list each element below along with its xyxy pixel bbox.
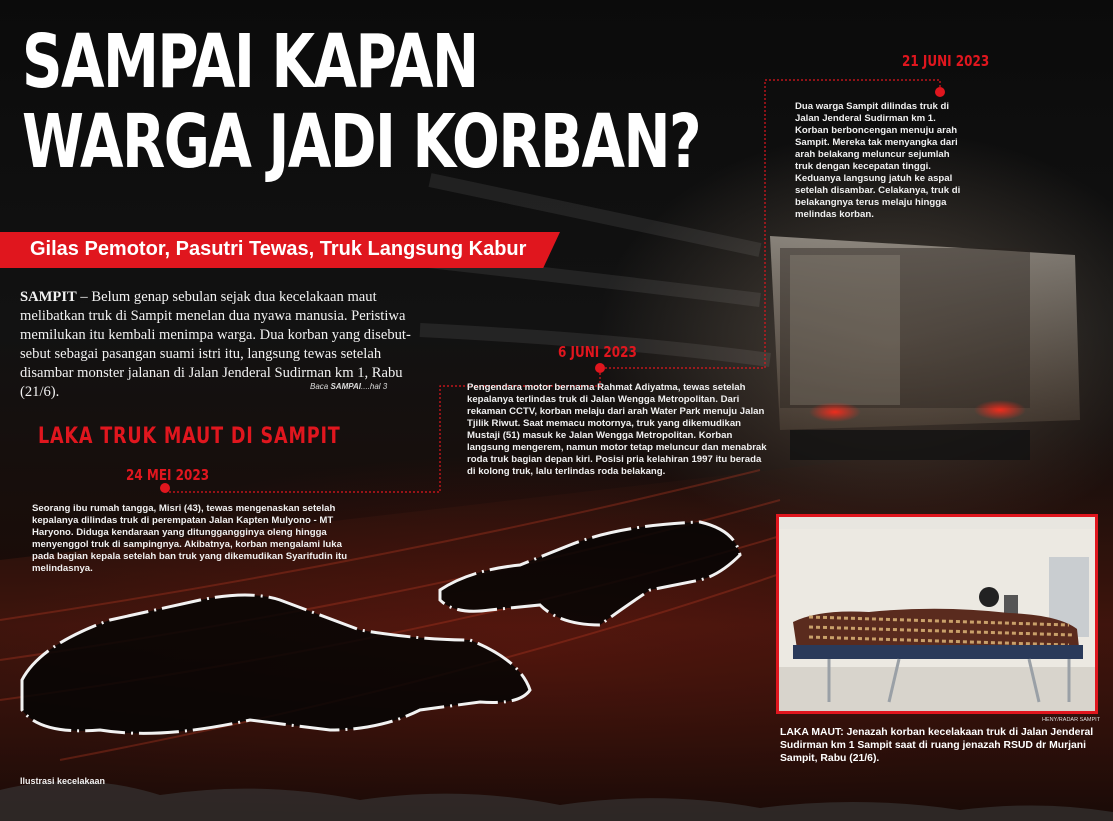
continued-ref: SAMPAI <box>330 382 361 391</box>
timeline-dot-1 <box>160 483 170 493</box>
continued-suffix: ....hal 3 <box>361 382 388 391</box>
timeline-dot-3 <box>935 87 945 97</box>
photo-credit: HENY/RADAR SAMPIT <box>1042 717 1101 723</box>
section-title: LAKA TRUK MAUT DI SAMPIT <box>38 424 341 449</box>
illustration-label: Ilustrasi kecelakaan <box>20 776 106 786</box>
timeline-text-3: Dua warga Sampit dilindas truk di Jalan Jenderal Sudirman km 1. Korban berboncengan menuju arah Sampit. Mereka tak menyangka dari arah belakang meluncur sejumlah truk dengan kecepatan tinggi. Keduanya langsung jatuh ke aspal setelah disambar. Celakanya, truk di belakangnya terus melaju hingga melindas korban. <box>795 101 961 220</box>
photo-frame <box>776 514 1098 714</box>
continued-reference[interactable] <box>310 382 387 391</box>
subheadline: Gilas Pemotor, Pasutri Tewas, Truk Langsung Kabur <box>30 238 527 260</box>
continued-prefix: Baca <box>310 382 331 391</box>
lead-body: – Belum genap sebulan sejak dua kecelakaan maut melibatkan truk di Sampit menelan dua nyawa manusia. Peristiwa memilukan itu kembali menimpa warga. Dua korban yang disebut-sebut sebagai pasangan suami istri itu, langsung tewas setelah disambar monster jalanan di Jalan Jenderal Sudirman km 1, Rabu (21/6). <box>20 289 411 400</box>
photo-caption: LAKA MAUT: Jenazah korban kecelakaan truk di Jalan Jenderal Sudirman km 1 Sampit saat di ruang jenazah RSUD dr Murjani Sampit, Rabu (21/6). <box>780 727 1094 764</box>
timeline-date-2: 6 JUNI 2023 <box>558 343 637 361</box>
truck-image <box>770 236 1080 460</box>
timeline-dot-2 <box>595 363 605 373</box>
timeline-date-3: 21 JUNI 2023 <box>902 52 990 70</box>
morgue-photo <box>779 517 1095 711</box>
timeline-text-1: Seorang ibu rumah tangga, Misri (43), tewas mengenaskan setelah kepalanya dilindas truk di perempatan Jalan Kapten Mulyono - MT Haryono. Diduga kendaraan yang ditunggangginya oleng hingga menyenggol truk di sampingnya. Akibatnya, korban mengalami luka pada bagian kepala setelah ban truk yang dikemudikan Syarifudin itu melindasnya. <box>32 503 348 574</box>
headline-line-2: WARGA JADI KORBAN? <box>22 99 701 185</box>
headline-line-1: SAMPAI KAPAN <box>22 19 478 105</box>
timeline-date-1: 24 MEI 2023 <box>126 466 210 484</box>
headline <box>22 19 701 185</box>
timeline-text-2: Pengendara motor bernama Rahmat Adiyatma, tewas setelah kepalanya terlindas truk di Jalan Wengga Metropolitan. Dari rekaman CCTV, korban melaju dari arah Water Park menuju Jalan Tjilik Riwut. Saat memacu motornya, truk yang dikemudikan Mustaji (51) masuk ke Jalan Wengga Metropolitan. Korban langsung mengerem, namun motor tetap meluncur dan menabrak roda truk bagian depan kiri. Posisi pria kelahiran 1997 itu berada di kolong truk, lalu terlindas roda belakang. <box>467 382 767 477</box>
dateline: SAMPIT <box>20 289 77 305</box>
